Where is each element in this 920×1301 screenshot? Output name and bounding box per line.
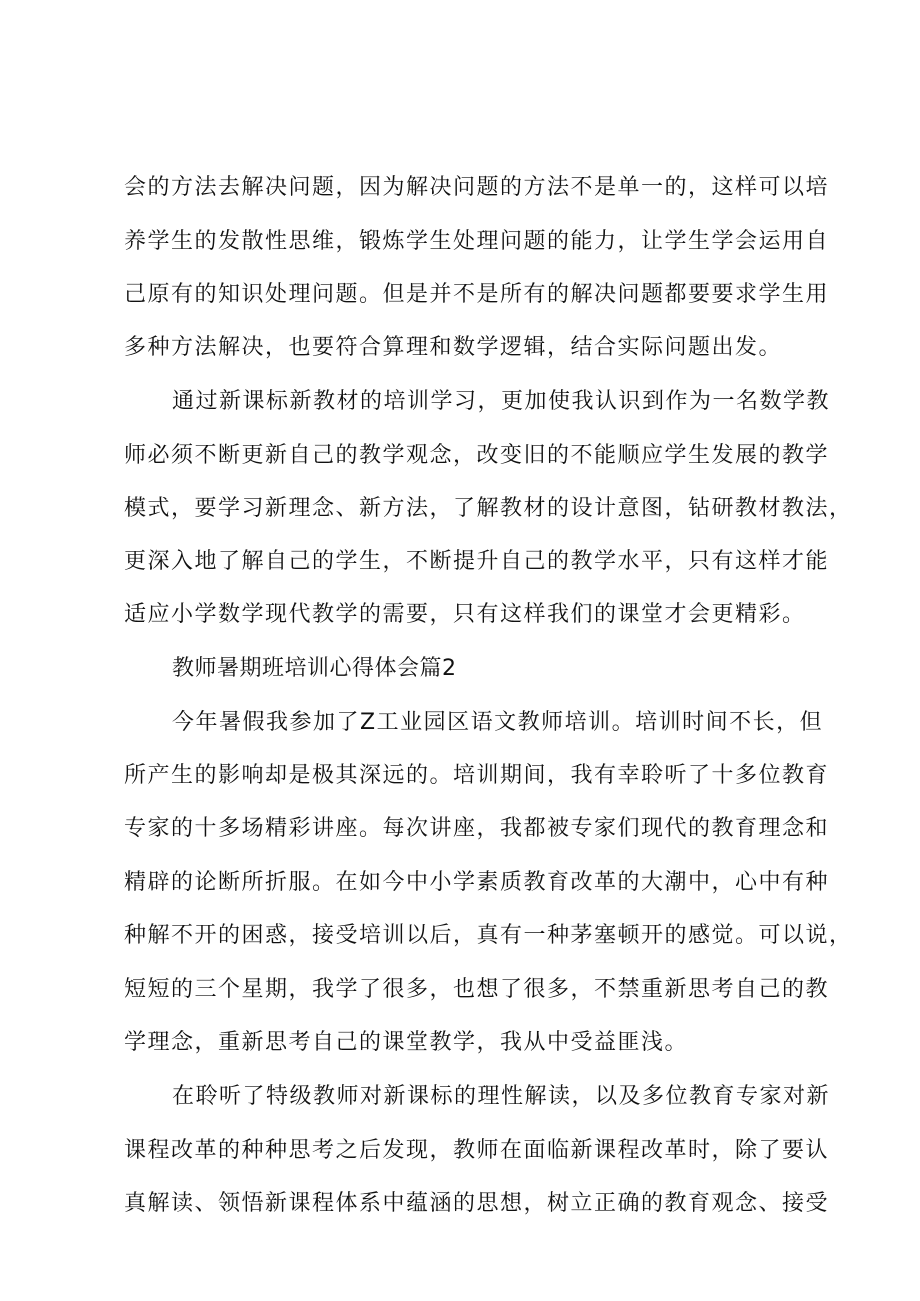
text-line: 适应小学数学现代教学的需要，只有这样我们的课堂才会更精彩。 [124, 602, 806, 627]
text-line: 今年暑假我参加了Z工业园区语文教师培训。培训时间不长，但 [172, 710, 824, 735]
text-line: 多种方法解决，也要符合算理和数学逻辑，结合实际问题出发。 [124, 335, 783, 360]
text-line: 精辟的论断所折服。在如今中小学素质教育改革的大潮中，心中有种 [124, 870, 830, 895]
text-line: 短短的三个星期，我学了很多，也想了很多，不禁重新思考自己的教 [124, 977, 830, 1002]
section-heading: 教师暑期班培训心得体会篇2 [172, 656, 457, 681]
text-line: 更深入地了解自己的学生，不断提升自己的教学水平，只有这样才能 [124, 549, 830, 574]
text-line: 课程改革的种种思考之后发现，教师在面临新课程改革时，除了要认 [124, 1138, 830, 1163]
text-line: 种解不开的困惑，接受培训以后，真有一种茅塞顿开的感觉。可以说， [124, 923, 853, 948]
text-line: 模式，要学习新理念、新方法，了解教材的设计意图，钻研教材教法， [124, 496, 853, 521]
text-line: 专家的十多场精彩讲座。每次讲座，我都被专家们现代的教育理念和 [124, 816, 830, 841]
text-line: 学理念，重新思考自己的课堂教学，我从中受益匪浅。 [124, 1030, 689, 1055]
text-line: 己原有的知识处理问题。但是并不是所有的解决问题都要要求学生用 [124, 282, 830, 307]
text-line: 通过新课标新教材的培训学习，更加使我认识到作为一名数学教 [172, 389, 831, 414]
text-line: 所产生的影响却是极其深远的。培训期间，我有幸聆听了十多位教育 [124, 763, 830, 788]
text-line: 会的方法去解决问题，因为解决问题的方法不是单一的，这样可以培 [124, 175, 830, 200]
text-line: 师必须不断更新自己的教学观念，改变旧的不能顺应学生发展的教学 [124, 443, 830, 468]
text-line: 真解读、领悟新课程体系中蕴涵的思想，树立正确的教育观念、接受 [124, 1191, 830, 1216]
text-line: 养学生的发散性思维，锻炼学生处理问题的能力，让学生学会运用自 [124, 229, 830, 254]
text-line: 在聆听了特级教师对新课标的理性解读，以及多位教育专家对新 [172, 1084, 831, 1109]
